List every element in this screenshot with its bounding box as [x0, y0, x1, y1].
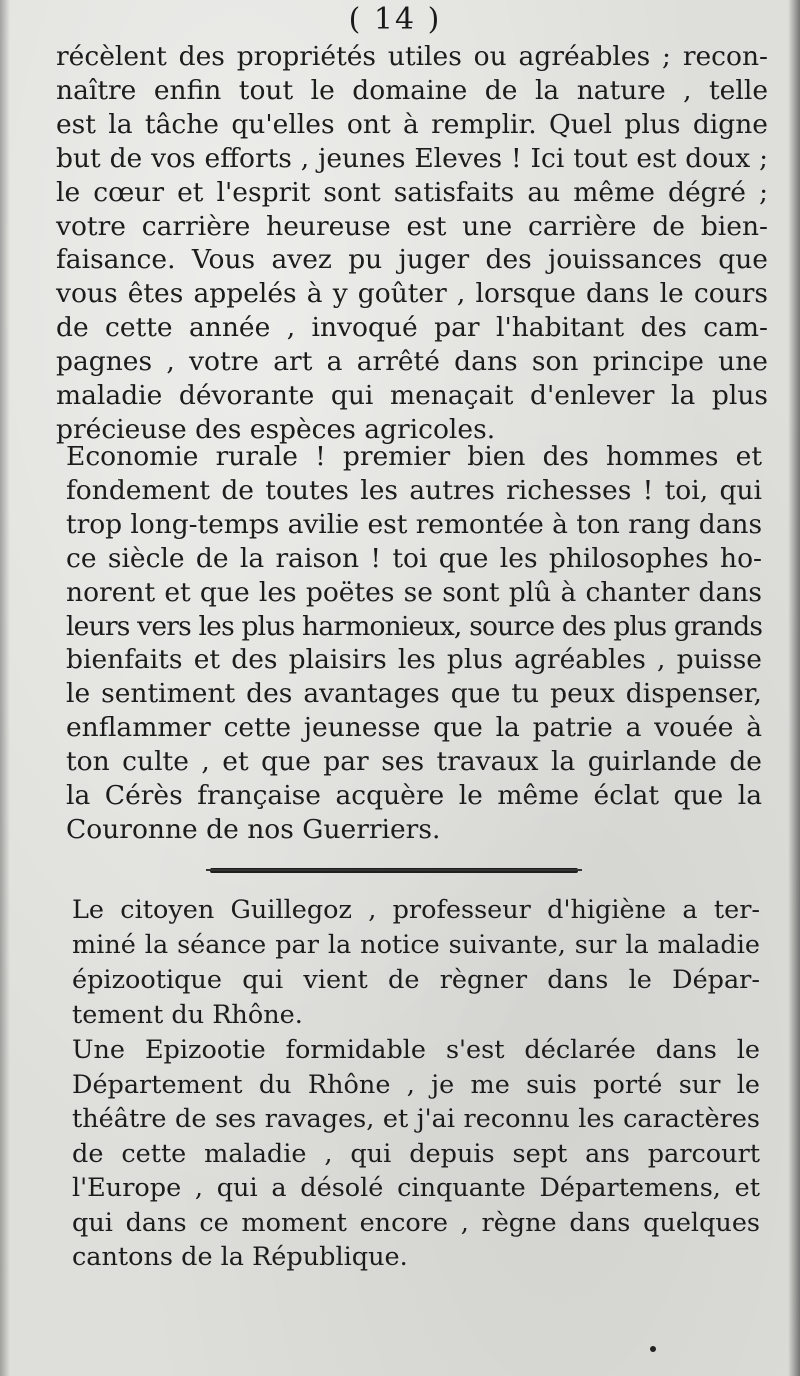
text-line: ton culte , et que par ses travaux la guirlande de — [66, 746, 762, 778]
text-line: qui dans ce moment encore , règne dans quelques — [72, 1207, 760, 1238]
text-line: ce siècle de la raison ! toi que les philosophes ho- — [66, 542, 762, 574]
text-line: précieuse des espèces agricoles. — [56, 413, 496, 445]
text-line: vous êtes appelés à y goûter , lorsque dans le cours — [56, 278, 768, 310]
page-number: ( 14 ) — [348, 2, 442, 37]
text-line: norent et que les poëtes se sont plû à chanter dans — [66, 576, 762, 608]
text-line: enflammer cette jeunesse que la patrie a vouée à — [66, 712, 762, 744]
page-edge-shadow-right — [788, 0, 800, 1376]
paragraph-discours-fin — [56, 40, 768, 447]
text-line: est la tâche qu'elles ont à remplir. Quel plus digne — [56, 108, 768, 140]
text-line: Une Epizootie formidable s'est déclarée dans le — [72, 1035, 760, 1065]
text-line: épizootique qui vient de règner dans le Dépar- — [72, 965, 760, 995]
text-line: de cette maladie , qui depuis sept ans parcourt — [72, 1138, 760, 1169]
text-line: la Cérès française acquère le même éclat que la — [66, 780, 762, 812]
paragraph-notice-intro — [72, 893, 760, 1033]
text-line: leurs vers les plus harmonieux, source des plus grands — [66, 610, 763, 642]
page-edge-shadow-left — [0, 0, 10, 1376]
text-line: Département du Rhône , je me suis porté sur le — [72, 1069, 760, 1100]
text-line: de cette année , invoqué par l'habitant des cam- — [56, 312, 768, 344]
text-line: Couronne de nos Guerriers. — [66, 813, 441, 845]
text-line: Le citoyen Guillegoz , professeur d'higiène a ter- — [72, 895, 760, 925]
text-line: votre carrière heureuse est une carrière de bien- — [56, 210, 768, 242]
ink-speck — [650, 1346, 656, 1352]
text-line: bienfaits et des plaisirs les plus agréables , puisse — [66, 644, 762, 676]
text-line: cantons de la République. — [72, 1242, 408, 1272]
text-line: but de vos efforts , jeunes Eleves ! Ici tout est doux ; — [56, 142, 768, 174]
text-line: fondement de toutes les autres richesses ! toi, qui — [66, 474, 762, 506]
section-divider-rule — [210, 868, 578, 873]
text-line: miné la séance par la notice suivante, sur la maladie — [72, 930, 760, 960]
text-line: le sentiment des avantages que tu peux dispenser, — [66, 678, 762, 710]
text-line: l'Europe , qui a désolé cinquante Départemens, et — [72, 1173, 760, 1203]
text-line: récèlent des propriétés utiles ou agréables ; recon- — [56, 41, 768, 72]
text-line: le cœur et l'esprit sont satisfaits au même dégré ; — [56, 176, 768, 208]
text-line: pagnes , votre art a arrêté dans son principe une — [56, 346, 768, 378]
text-line: Economie rurale ! premier bien des hommes et — [66, 441, 762, 472]
paragraph-epizootie — [72, 1033, 760, 1275]
text-line: naître enfin tout le domaine de la nature , telle — [56, 74, 768, 106]
text-line: théâtre de ses ravages, et j'ai reconnu les caractères — [72, 1104, 760, 1134]
text-line: trop long-temps avilie est remontée à ton rang dans — [66, 508, 762, 540]
text-line: faisance. Vous avez pu juger des jouissances que — [56, 244, 768, 276]
text-line: tement du Rhône. — [72, 1000, 303, 1030]
text-line: maladie dévorante qui menaçait d'enlever la plus — [56, 380, 768, 412]
paragraph-economie-rurale — [66, 440, 762, 847]
